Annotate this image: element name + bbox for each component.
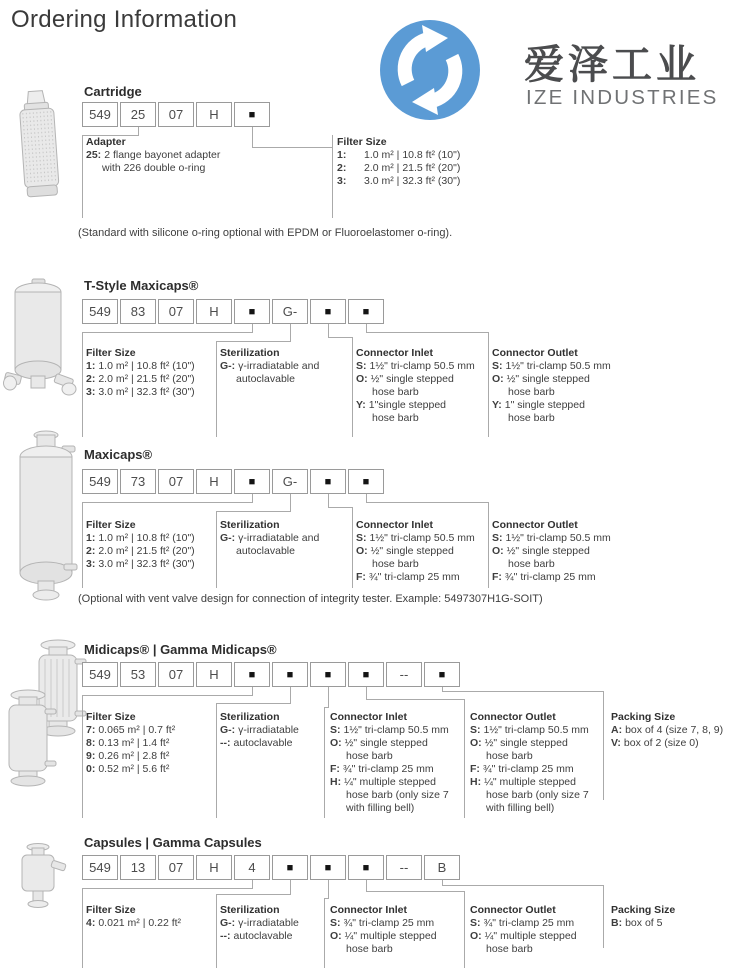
connector-outlet-annotation [470,711,589,815]
annotation-line: F: ¾" tri-clamp 25 mm [470,763,574,775]
connector-line [290,324,291,341]
annotation-line: O: ½" single stepped [492,545,590,557]
code-box: ■ [234,102,270,127]
code-box: 549 [82,102,118,127]
annotation-line: O: ½" single stepped [356,545,454,557]
connector-line [352,337,353,437]
connector-line [464,891,465,968]
annotation-line: hose barb [346,750,393,762]
connector-line [252,494,253,502]
annotation-line: 2: 2.0 m² | 21.5 ft² (20") [86,373,195,385]
connector-line [603,885,604,948]
annotation-line: G-: γ-irradiatable and [220,360,320,372]
code-box: H [196,469,232,494]
connector-line [216,894,291,895]
connector-line [324,898,325,968]
connector-line [366,502,489,503]
connector-line [366,891,465,892]
annotation-line: S: ¾" tri-clamp 25 mm [470,917,575,929]
annotation-line: G-: γ-irradiatable [220,917,299,929]
annotation-title: Connector Outlet [492,347,578,359]
annotation-line: with filling bell) [346,802,415,814]
connector-line [442,687,443,691]
code-box: ■ [234,299,270,324]
annotation-line: B: box of 5 [611,917,663,929]
annotation-line: F: ¾" tri-clamp 25 mm [356,571,460,583]
connector-outlet-annotation [470,904,577,956]
annotation-line: S: 1½" tri-clamp 50.5 mm [330,724,449,736]
annotation-line: V: box of 2 (size 0) [611,737,699,749]
code-box: ■ [348,299,384,324]
code-box: -- [386,855,422,880]
connector-line [252,687,253,695]
annotation-line: O: ½" single stepped [330,737,428,749]
annotation-line: S: 1½" tri-clamp 50.5 mm [492,360,611,372]
connector-line [82,135,83,218]
annotation-line: H: ¼" multiple stepped [470,776,576,788]
capsules-product-image [12,840,68,920]
connector-line [442,691,604,692]
annotation-line: hose barb (only size 7 [486,789,589,801]
annotation-line: with 226 double o-ring [102,162,206,174]
connector-line [216,511,291,512]
code-box: ■ [348,855,384,880]
connector-line [216,894,217,968]
annotation-line: hose barb [486,750,533,762]
connector-line [464,699,465,818]
code-box: 549 [82,469,118,494]
code-box: 25 [120,102,156,127]
annotation-line: --: autoclavable [220,737,293,749]
code-box: ■ [234,469,270,494]
annotation-line: hose barb [486,943,533,955]
sterilization-annotation [220,519,319,558]
connector-line [252,880,253,888]
code-box: ■ [424,662,460,687]
connector-line [82,502,83,588]
annotation-line: O: ½" single stepped [356,373,454,385]
annotation-title: Connector Outlet [492,519,578,531]
annotation-title: Connector Inlet [356,347,434,359]
annotation-title: Connector Inlet [330,904,408,916]
code-box: -- [386,662,422,687]
annotation-title: Sterilization [220,519,280,531]
section-footnote: (Optional with vent valve design for connection of integrity tester. Example: 5497307H1G-SOIT) [78,593,543,605]
code-box: ■ [310,469,346,494]
code-box: ■ [234,662,270,687]
code-box: 83 [120,299,156,324]
code-box: ■ [310,855,346,880]
sterilization-annotation [220,904,299,943]
section-heading: T-Style Maxicaps® [84,278,199,293]
annotation-title: Connector Inlet [330,711,408,723]
annotation-line: O: ¼" multiple stepped [470,930,577,942]
filter-size-annotation [86,904,181,930]
connector-line [216,703,291,704]
connector-line [366,687,367,699]
annotation-title: Filter Size [86,519,136,531]
annotation-line: S: 1½" tri-clamp 50.5 mm [356,532,475,544]
annotation-title: Sterilization [220,711,280,723]
connector-line [216,703,217,818]
connector-line [488,502,489,588]
connector-line [290,687,291,703]
annotation-line: hose barb (only size 7 [346,789,449,801]
annotation-line: hose barb [508,386,555,398]
code-box: 53 [120,662,156,687]
connector-line [442,880,443,885]
section-heading: Midicaps® | Gamma Midicaps® [84,642,277,657]
annotation-line: 1: 1.0 m² | 10.8 ft² (10") [86,532,195,544]
annotation-line: A: box of 4 (size 7, 8, 9) [611,724,724,736]
annotation-line: 7: 0.065 m² | 0.7 ft² [86,724,176,736]
connector-line [366,494,367,502]
connector-line [328,880,329,898]
code-box: B [424,855,460,880]
connector-line [366,332,489,333]
annotation-line: --: autoclavable [220,930,293,942]
connector-line [82,695,253,696]
logo-en-name: IZE INDUSTRIES [526,86,719,109]
annotation-line: hose barb [508,558,555,570]
connector-line [442,885,604,886]
annotation-line: hose barb [508,412,555,424]
connector-line [216,341,217,437]
code-box: 4 [234,855,270,880]
annotation-title: Sterilization [220,347,280,359]
filter-size-annotation [337,136,460,188]
connector-line [352,507,353,588]
connector-inlet-annotation [330,711,449,815]
annotation-line: 4: 0.021 m² | 0.22 ft² [86,917,182,929]
connector-outlet-annotation [492,519,611,584]
annotation-title: Packing Size [611,711,676,723]
section-heading: Cartridge [84,84,142,99]
annotation-title: Filter Size [337,136,387,148]
annotation-line: F: ¾" tri-clamp 25 mm [492,571,596,583]
connector-line [324,707,325,818]
code-box: 13 [120,855,156,880]
annotation-line: hose barb [372,412,419,424]
annotation-line: Y: 1"single stepped [356,399,447,411]
packing-size-annotation [611,711,723,750]
connector-outlet-annotation [492,347,611,425]
annotation-line: G-: γ-irradiatable and [220,532,320,544]
connector-line [332,135,333,218]
connector-line [82,888,253,889]
code-box: ■ [272,662,308,687]
connector-line [216,511,217,588]
connector-line [82,695,83,818]
annotation-line: S: 1½" tri-clamp 50.5 mm [356,360,475,372]
annotation-line: autoclavable [236,373,295,385]
annotation-title: Filter Size [86,904,136,916]
annotation-line: 1: 1.0 m² | 10.8 ft² (10") [337,149,461,161]
connector-line [290,880,291,894]
connector-line [252,324,253,332]
annotation-line: 1: 1.0 m² | 10.8 ft² (10") [86,360,195,372]
annotation-title: Adapter [86,136,126,148]
section-heading: Maxicaps® [84,447,153,462]
tstyle-maxicaps-product-image [3,276,77,398]
code-box: H [196,102,232,127]
code-box: 07 [158,299,194,324]
connector-line [328,507,353,508]
annotation-line: S: ¾" tri-clamp 25 mm [330,917,435,929]
annotation-line: O: ½" single stepped [470,737,568,749]
annotation-line: G-: γ-irradiatable [220,724,299,736]
annotation-line: 8: 0.13 m² | 1.4 ft² [86,737,170,749]
code-box: 549 [82,299,118,324]
annotation-title: Sterilization [220,904,280,916]
connector-line [82,135,139,136]
section-footnote: (Standard with silicone o-ring optional with EPDM or Fluoroelastomer o-ring). [78,227,453,239]
code-box: H [196,662,232,687]
annotation-line: 2: 2.0 m² | 21.5 ft² (20") [86,545,195,557]
adapter-annotation [86,136,220,175]
annotation-line: hose barb [372,558,419,570]
connector-line [488,332,489,437]
code-box: 07 [158,662,194,687]
code-box: 07 [158,102,194,127]
annotation-title: Filter Size [86,347,136,359]
sterilization-annotation [220,711,299,750]
annotation-title: Connector Outlet [470,711,556,723]
packing-size-annotation [611,904,675,930]
annotation-title: Connector Inlet [356,519,434,531]
connector-line [328,337,353,338]
code-box: ■ [310,299,346,324]
code-box: 07 [158,469,194,494]
connector-line [324,898,329,899]
code-box: G- [272,469,308,494]
annotation-line: O: ¼" multiple stepped [330,930,437,942]
logo-cn-name: 爱泽工业 [524,43,700,87]
code-box: ■ [310,662,346,687]
code-box: H [196,855,232,880]
annotation-line: 25: 2 flange bayonet adapter [86,149,221,161]
connector-inlet-annotation [330,904,437,956]
filter-size-annotation [86,711,175,776]
connector-line [328,687,329,707]
maxicaps-product-image [6,427,86,607]
cartridge-product-image [8,88,70,200]
code-box: ■ [348,469,384,494]
annotation-title: Connector Outlet [470,904,556,916]
annotation-line: hose barb [346,943,393,955]
annotation-line: S: 1½" tri-clamp 50.5 mm [470,724,589,736]
connector-inlet-annotation [356,519,475,584]
code-box: G- [272,299,308,324]
connector-line [252,147,333,148]
annotation-line: F: ¾" tri-clamp 25 mm [330,763,434,775]
filter-size-annotation [86,519,195,571]
annotation-line: hose barb [372,386,419,398]
annotation-line: Y: 1" single stepped [492,399,585,411]
connector-line [290,494,291,511]
code-box: 549 [82,855,118,880]
connector-line [82,332,83,437]
annotation-line: autoclavable [236,545,295,557]
ize-logo-icon [377,17,483,123]
code-box: 07 [158,855,194,880]
annotation-line: 0: 0.52 m² | 5.6 ft² [86,763,170,775]
annotation-line: 3: 3.0 m² | 32.3 ft² (30") [86,558,195,570]
connector-line [328,494,329,507]
connector-line [138,127,139,135]
midicaps-product-image [1,635,89,803]
connector-line [366,699,465,700]
connector-line [82,888,83,968]
annotation-line: 3: 3.0 m² | 32.3 ft² (30") [337,175,461,187]
code-box: 549 [82,662,118,687]
code-box: ■ [272,855,308,880]
annotation-line: S: 1½" tri-clamp 50.5 mm [492,532,611,544]
connector-line [252,127,253,147]
sterilization-annotation [220,347,319,386]
connector-line [328,324,329,337]
annotation-title: Packing Size [611,904,676,916]
connector-line [366,880,367,891]
annotation-line: 3: 3.0 m² | 32.3 ft² (30") [86,386,195,398]
connector-line [366,324,367,332]
annotation-line: 9: 0.26 m² | 2.8 ft² [86,750,170,762]
connector-line [216,341,291,342]
code-box: ■ [348,662,384,687]
section-heading: Capsules | Gamma Capsules [84,835,262,850]
annotation-line: H: ¼" multiple stepped [330,776,436,788]
connector-line [82,332,253,333]
annotation-line: with filling bell) [486,802,555,814]
annotation-line: 2: 2.0 m² | 21.5 ft² (20") [337,162,461,174]
code-box: 73 [120,469,156,494]
connector-line [82,502,253,503]
page-title: Ordering Information [11,6,238,33]
annotation-title: Filter Size [86,711,136,723]
connector-line [603,691,604,800]
annotation-line: O: ½" single stepped [492,373,590,385]
filter-size-annotation [86,347,195,399]
connector-line [324,707,329,708]
code-box: H [196,299,232,324]
connector-inlet-annotation [356,347,475,425]
